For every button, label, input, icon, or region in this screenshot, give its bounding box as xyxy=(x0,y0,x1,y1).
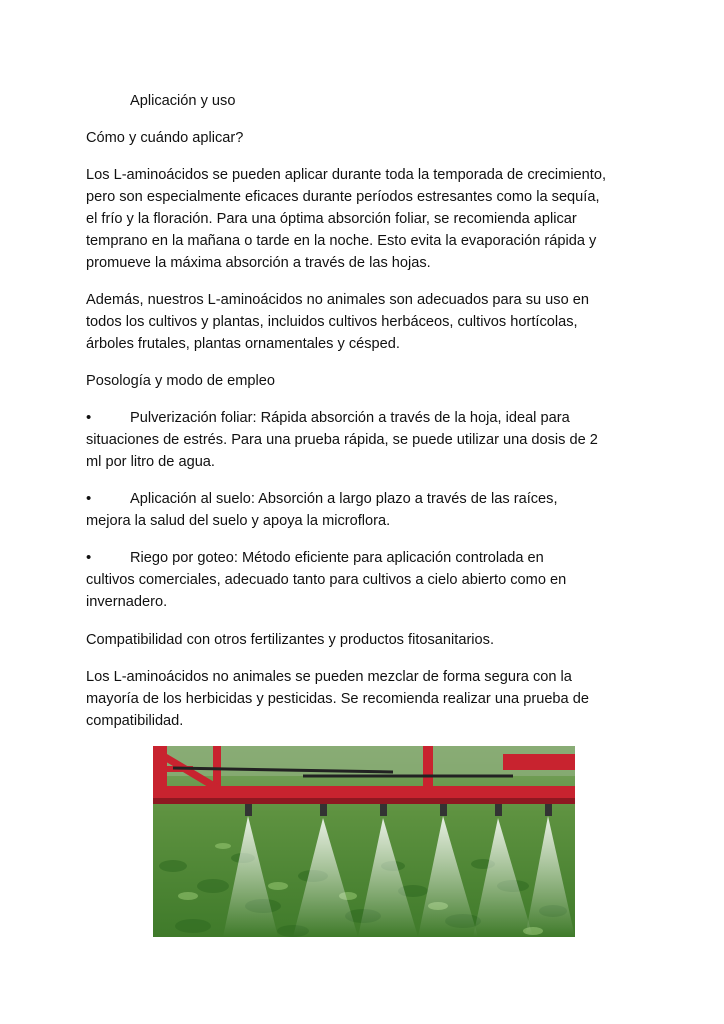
bullet-line: mejora la salud del suelo y apoya la microflora. xyxy=(86,513,391,529)
bullet-first-line: Riego por goteo: Método eficiente para aplicación controlada en xyxy=(130,550,544,566)
paragraph-1 xyxy=(86,164,642,274)
bullet-icon: • xyxy=(86,549,92,566)
paragraph-1-line: Los L-aminoácidos se pueden aplicar durante toda la temporada de crecimiento, xyxy=(86,167,607,183)
bullet-item-soil xyxy=(86,488,642,532)
paragraph-2-line: todos los cultivos y plantas, incluidos cultivos herbáceos, cultivos hortícolas, xyxy=(86,314,578,330)
bullet-icon: • xyxy=(86,490,92,507)
bullet-icon: • xyxy=(86,409,92,426)
bullet-item-foliar xyxy=(86,407,642,473)
bullet-item-drip xyxy=(86,547,642,613)
crop-sprayer-photo xyxy=(153,746,575,937)
paragraph-1-line: pero son especialmente eficaces durante períodos estresantes como la sequía, xyxy=(86,189,600,205)
paragraph-3-line: compatibilidad. xyxy=(86,713,184,729)
bullet-line: invernadero. xyxy=(86,594,168,610)
bullet-first-line: Aplicación al suelo: Absorción a largo plazo a través de las raíces, xyxy=(130,491,558,507)
paragraph-2 xyxy=(86,289,642,355)
paragraph-2-line: árboles frutales, plantas ornamentales y césped. xyxy=(86,336,400,352)
paragraph-2-line: Además, nuestros L-aminoácidos no animales son adecuados para su uso en xyxy=(86,292,589,308)
bullet-line: ml por litro de agua. xyxy=(86,454,215,470)
paragraph-3-line: Los L-aminoácidos no animales se pueden mezclar de forma segura con la xyxy=(86,669,572,685)
bullet-line: cultivos comerciales, adecuado tanto para cultivos a cielo abierto como en xyxy=(86,572,567,588)
bullet-line: situaciones de estrés. Para una prueba rápida, se puede utilizar una dosis de 2 xyxy=(86,432,598,448)
paragraph-3 xyxy=(86,666,642,732)
subtitle: Cómo y cuándo aplicar? xyxy=(86,130,244,146)
dosage-heading: Posología y modo de empleo xyxy=(86,373,276,389)
paragraph-1-line: promueve la máxima absorción a través de las hojas. xyxy=(86,255,431,271)
paragraph-3-line: mayoría de los herbicidas y pesticidas. Se recomienda realizar una prueba de xyxy=(86,691,589,707)
section-title: Aplicación y uso xyxy=(130,93,236,109)
paragraph-1-line: temprano en la mañana o tarde en la noche. Esto evita la evaporación rápida y xyxy=(86,233,597,249)
compatibility-heading: Compatibilidad con otros fertilizantes y productos fitosanitarios. xyxy=(86,632,495,648)
paragraph-1-line: el frío y la floración. Para una óptima absorción foliar, se recomienda aplicar xyxy=(86,211,577,227)
bullet-first-line: Pulverización foliar: Rápida absorción a través de la hoja, ideal para xyxy=(130,410,570,426)
